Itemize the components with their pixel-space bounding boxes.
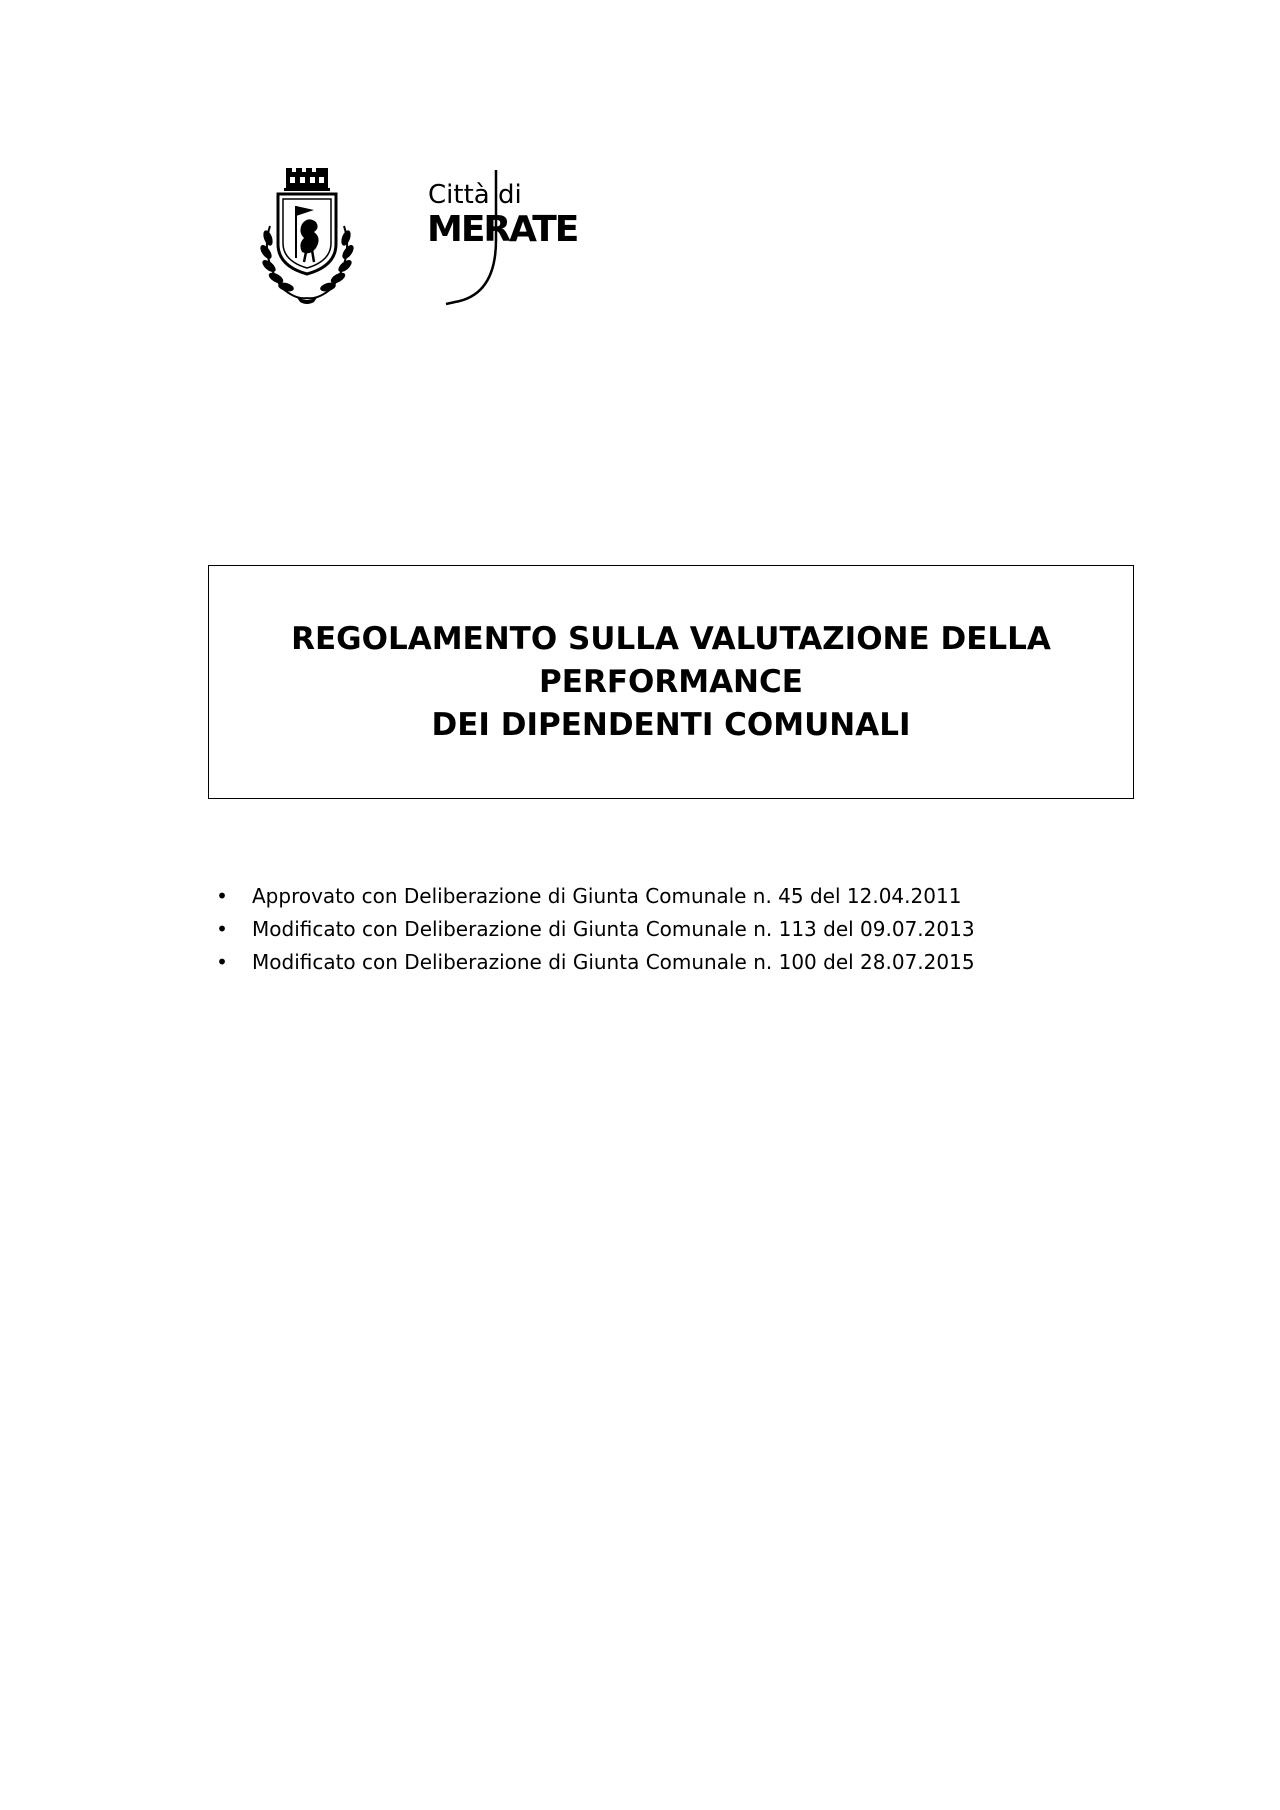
document-title-line: REGOLAMENTO SULLA VALUTAZIONE DELLA <box>291 620 1051 657</box>
logo-city-prefix: Città di <box>428 180 522 210</box>
approval-text: Modificato con Deliberazione di Giunta Comunale n. 100 del 28.07.2015 <box>252 950 975 974</box>
document-title-box <box>208 565 1134 799</box>
bullet-icon: • <box>216 950 228 974</box>
coat-of-arms-icon <box>252 166 362 306</box>
document-title-line: PERFORMANCE <box>539 663 803 700</box>
approval-text: Approvato con Deliberazione di Giunta Comunale n. 45 del 12.04.2011 <box>252 884 962 908</box>
list-item <box>212 880 975 913</box>
list-item <box>212 946 975 979</box>
approval-history-list <box>212 880 975 979</box>
city-logo <box>252 160 612 305</box>
logo-city-name: MERATE <box>427 209 578 250</box>
approval-text: Modificato con Deliberazione di Giunta Comunale n. 113 del 09.07.2013 <box>252 917 975 941</box>
document-title-line: DEI DIPENDENTI COMUNALI <box>431 706 911 743</box>
bullet-icon: • <box>216 884 228 908</box>
bullet-icon: • <box>216 917 228 941</box>
list-item <box>212 913 975 946</box>
